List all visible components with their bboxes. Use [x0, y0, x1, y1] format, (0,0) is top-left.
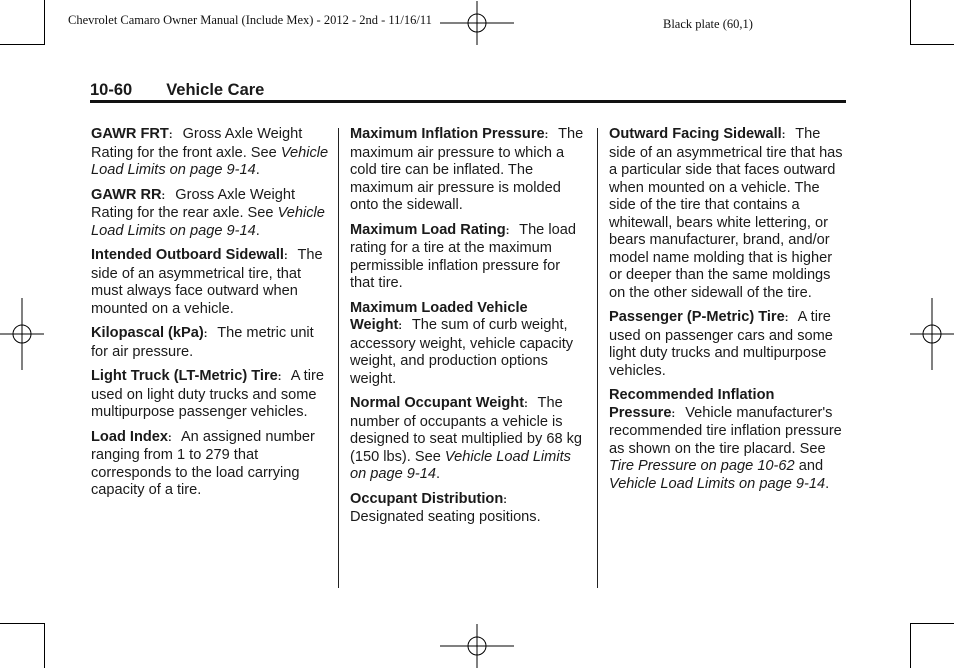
column-divider — [338, 128, 339, 588]
glossary-term: Normal Occupant Weight : — [350, 395, 534, 411]
glossary-term: GAWR RR : — [91, 187, 171, 203]
glossary-term: GAWR FRT : — [91, 126, 179, 142]
cross-reference: Vehicle Load Limits on page 9-14 — [91, 144, 329, 178]
glossary-definition: The sum of curb weight, accessory weight, vehicle capacity weight, and production options weight. — [350, 317, 574, 387]
glossary-column-3 — [609, 126, 847, 500]
punctuation: . — [255, 222, 260, 239]
punctuation: . — [255, 162, 260, 178]
glossary-entry — [350, 300, 588, 389]
crop-mark — [910, 44, 954, 45]
glossary-definition: A tire used on passenger cars and some light duty trucks and multipurpose vehicles. — [609, 309, 833, 379]
cross-reference: Vehicle Load Limits on page 9-14 — [91, 205, 325, 239]
cross-reference: Vehicle Load Limits on page 9-14 — [350, 448, 571, 482]
registration-mark-right — [910, 298, 954, 370]
glossary-definition: Gross Axle Weight Rating for the rear axle. See — [91, 186, 296, 221]
crop-mark — [910, 623, 954, 624]
glossary-term: Recommended Inflation Pressure : — [609, 387, 774, 421]
column-divider — [597, 128, 598, 588]
glossary-term: Occupant Distribution : — [350, 491, 513, 507]
page-number: 10-60 — [90, 81, 133, 99]
crop-mark — [44, 0, 45, 44]
glossary-definition: Gross Axle Weight Rating for the front axle. See — [91, 126, 303, 161]
crop-mark — [910, 0, 911, 44]
print-header-plate: Black plate (60,1) — [663, 17, 753, 31]
glossary-term: Intended Outboard Sidewall : — [91, 247, 294, 263]
glossary-entry — [91, 126, 331, 180]
glossary-entry — [609, 126, 847, 302]
glossary-entry — [350, 126, 588, 215]
glossary-term: Load Index : — [91, 429, 178, 445]
section-header — [90, 81, 264, 100]
glossary-column-2 — [350, 126, 588, 534]
registration-mark-bottom — [440, 624, 514, 668]
glossary-term: Maximum Loaded Vehicle Weight : — [350, 300, 528, 334]
glossary-column-1 — [91, 126, 331, 507]
glossary-definition: An assigned number ranging from 1 to 279 that corresponds to the load carrying capacity of a tire. — [91, 428, 315, 498]
glossary-entry — [91, 187, 331, 241]
section-title: Vehicle Care — [166, 81, 265, 99]
glossary-definition: The maximum air pressure to which a cold tire can be inflated. The maximum air pressure is molded onto the sidewall. — [350, 126, 584, 213]
glossary-definition: Vehicle manufacturer's recommended tire inflation pressure as shown on the tire placard. See — [609, 404, 842, 457]
glossary-entry — [350, 491, 588, 527]
glossary-term: Outward Facing Sidewall : — [609, 126, 791, 142]
glossary-entry — [91, 325, 331, 361]
glossary-definition: The metric unit for air pressure. — [91, 325, 314, 360]
crop-mark — [910, 624, 911, 668]
glossary-definition: The load rating for a tire at the maximum permissible inflation pressure for that tire. — [350, 221, 576, 291]
glossary-entry — [91, 368, 331, 422]
header-rule — [90, 100, 846, 103]
glossary-term: Maximum Inflation Pressure : — [350, 126, 554, 142]
glossary-term: Kilopascal (kPa) : — [91, 325, 213, 341]
registration-mark-left — [0, 298, 44, 370]
crop-mark — [0, 623, 45, 624]
crop-mark — [0, 44, 45, 45]
glossary-entry — [609, 309, 847, 380]
glossary-term: Light Truck (LT-Metric) Tire : — [91, 368, 287, 384]
glossary-entry — [609, 387, 847, 493]
cross-reference: Tire Pressure on page 10-62 — [609, 458, 795, 474]
glossary-definition: The side of an asymmetrical tire that has a particular side that faces outward when mounted on a vehicle. The side of the tire that contains a whitewall, bears white lettering, or bears manufacturer, brand, and/or model name molding that is higher or deeper than the same moldings on the other sidewall of the tire. — [609, 126, 843, 301]
punctuation: . — [825, 475, 830, 492]
print-header-meta: Chevrolet Camaro Owner Manual (Include Mex) - 2012 - 2nd - 11/16/11 — [68, 13, 432, 27]
glossary-entry — [91, 429, 331, 500]
cross-reference: Vehicle Load Limits on page 9-14 — [609, 475, 826, 492]
registration-mark-top — [440, 1, 514, 45]
glossary-term: Passenger (P-Metric) Tire : — [609, 309, 794, 325]
glossary-definition: A tire used on light duty trucks and some multipurpose passenger vehicles. — [91, 368, 324, 420]
glossary-entry — [350, 395, 588, 484]
crop-mark — [44, 624, 45, 668]
glossary-definition: The side of an asymmetrical tire, that must always face outward when mounted on a vehicle. — [91, 247, 323, 317]
glossary-definition: Designated seating positions. — [350, 509, 541, 525]
glossary-entry — [350, 222, 588, 293]
punctuation: . — [436, 466, 441, 482]
glossary-entry — [91, 247, 331, 318]
glossary-term: Maximum Load Rating : — [350, 222, 515, 238]
conjunction: and — [798, 458, 824, 474]
glossary-definition: The number of occupants a vehicle is designed to seat multiplied by 68 kg (150 lbs). See — [350, 395, 583, 465]
